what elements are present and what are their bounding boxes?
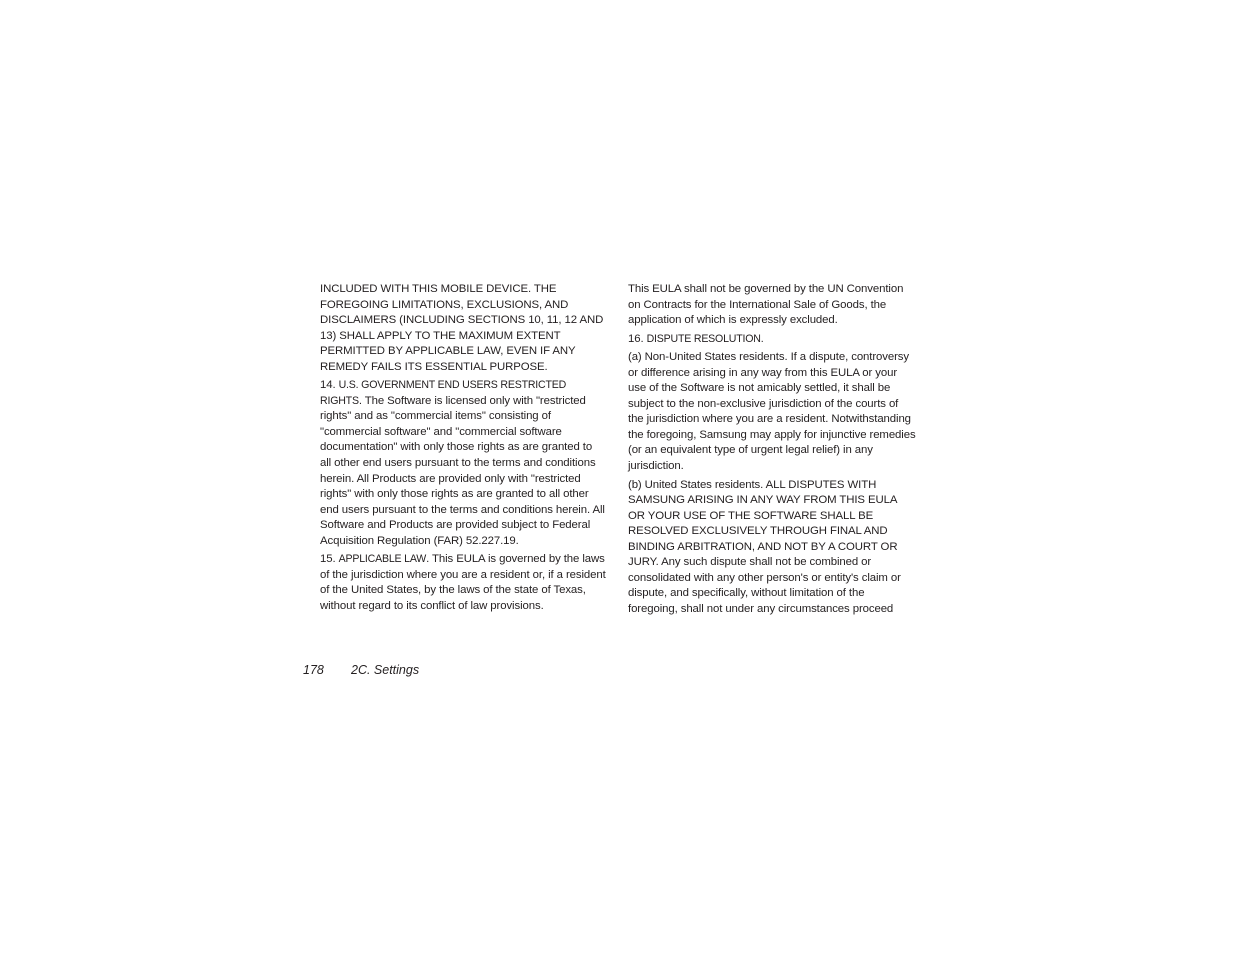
- section-14-body: . The Software is licensed only with "restricted rights" and as "commercial items" consisting of "commercial software" and "commercial software documentation" with only those rights as are granted to all other end users pursuant to the terms and conditions herein. All Products are provided only with "restricted rights" with only those rights as are granted to all other end users pursuant to the terms and conditions herein. All Software and Products are provided subject to Federal Acquisition Regulation (FAR) 52.227.19.: [320, 394, 605, 547]
- section-title: 2C. Settings: [351, 663, 420, 677]
- section-16-heading: DISPUTE RESOLUTION.: [646, 332, 764, 345]
- left-column: [320, 282, 606, 617]
- section-16-paragraph: [628, 332, 916, 348]
- section-15-paragraph: [320, 552, 606, 614]
- section-14-number: 14.: [320, 379, 339, 392]
- section-16-number: 16.: [628, 332, 647, 345]
- section-15-heading: APPLICABLE LAW: [338, 553, 427, 566]
- non-us-residents-paragraph: (a) Non-United States residents. If a dispute, controversy or difference arising in any way from this EULA or your use of the Software is not amicably settled, it shall be subject to the non-exclusive jurisdiction of the courts of the jurisdiction where you are a resident. Notwithstanding the foregoing, Samsung may apply for injunctive remedies (or an equivalent type of urgent legal relief) in any jurisdiction.: [628, 351, 916, 473]
- section-14-paragraph: [320, 378, 606, 549]
- section-15-number: 15.: [320, 553, 339, 566]
- limitations-paragraph: INCLUDED WITH THIS MOBILE DEVICE. THE FOREGOING LIMITATIONS, EXCLUSIONS, AND DISCLAIMERS (INCLUDING SECTIONS 10, 11, 12 AND 13) SHALL APPLY TO THE MAXIMUM EXTENT PERMITTED BY APPLICABLE LAW, EVEN IF ANY REMEDY FAILS ITS ESSENTIAL PURPOSE.: [320, 283, 604, 373]
- page-number: 178: [303, 663, 324, 677]
- us-residents-paragraph: (b) United States residents. ALL DISPUTES WITH SAMSUNG ARISING IN ANY WAY FROM THIS EULA OR YOUR USE OF THE SOFTWARE SHALL BE RESOLVED EXCLUSIVELY THROUGH FINAL AND BINDING ARBITRATION, AND NOT BY A COURT OR JURY. Any such dispute shall not be combined or consolidated with any other person's or entity's claim or dispute, and specifically, without limitation of the foregoing, shall not under any circumstances proceed: [628, 478, 901, 615]
- section-14-heading: U.S. GOVERNMENT END USERS RESTRICTED RIGHTS: [320, 379, 567, 407]
- un-convention-paragraph: This EULA shall not be governed by the UN Convention on Contracts for the International Sale of Goods, the application of which is expressly excluded.: [628, 283, 904, 327]
- page-footer: [303, 662, 419, 678]
- section-15-body: . This EULA is governed by the laws of the jurisdiction where you are a resident or, if a resident of the United States, by the laws of the state of Texas, without regard to its conflict of law provisions.: [320, 553, 606, 612]
- right-column: [628, 282, 916, 620]
